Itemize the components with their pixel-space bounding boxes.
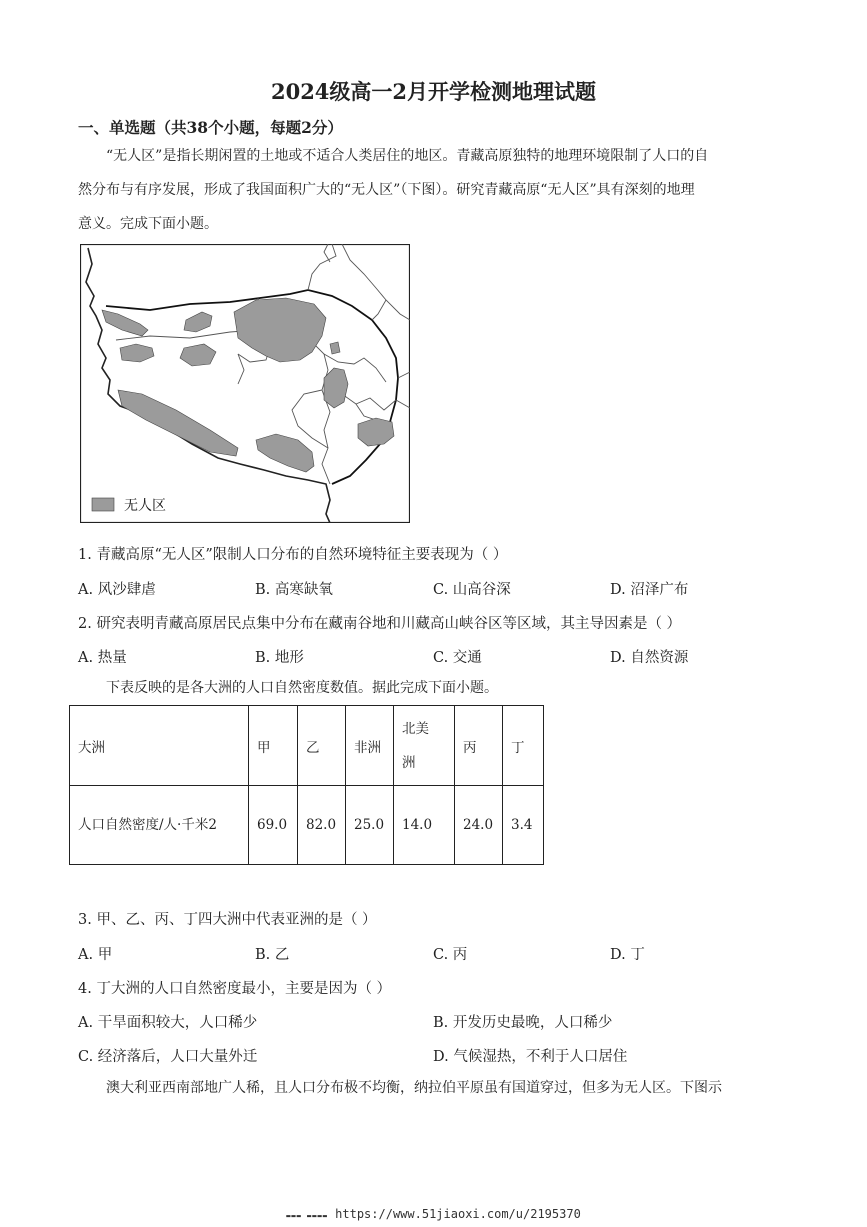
- q3-option-a[interactable]: A. 甲: [78, 947, 113, 963]
- table-col-header: 非洲: [346, 706, 394, 786]
- table-col-header: 北美洲: [394, 706, 455, 786]
- table-col-header: 丁: [503, 706, 544, 786]
- q4-option-d[interactable]: D. 气候湿热，不利于人口居住: [433, 1049, 628, 1065]
- q1-option-c[interactable]: C. 山高谷深: [433, 582, 511, 598]
- passage-1-line: “无人区”是指长期闲置的土地或不适合人类居住的地区。青藏高原独特的地理环境限制了人口的自: [106, 148, 709, 164]
- legend-label: 无人区: [124, 497, 166, 513]
- question-4: 4. 丁大洲的人口自然密度最小，主要是因为（ ）: [78, 981, 392, 997]
- table-row: [70, 786, 544, 865]
- table-col-header: 甲: [249, 706, 298, 786]
- page-title: 2024级高一2月开学检测地理试题: [270, 79, 597, 104]
- q2-option-a[interactable]: A. 热量: [78, 650, 127, 666]
- table-cell: 14.0: [394, 786, 455, 865]
- footer-watermark: [0, 1207, 867, 1221]
- table-col-header: 丙: [455, 706, 503, 786]
- q1-option-d[interactable]: D. 沼泽广布: [610, 582, 689, 598]
- table-row-label: 人口自然密度/人·千米2: [70, 786, 249, 865]
- q2-option-b[interactable]: B. 地形: [255, 650, 304, 666]
- q3-option-b[interactable]: B. 乙: [255, 947, 290, 963]
- table-header-row: [70, 706, 544, 786]
- q1-option-b[interactable]: B. 高寒缺氧: [255, 582, 333, 598]
- question-3: 3. 甲、乙、丙、丁四大洲中代表亚洲的是（ ）: [78, 912, 377, 928]
- q4-option-c[interactable]: C. 经济落后，人口大量外迁: [78, 1049, 258, 1065]
- q4-option-b[interactable]: B. 开发历史最晚，人口稀少: [433, 1015, 613, 1031]
- q4-option-a[interactable]: A. 干旱面积较大，人口稀少: [78, 1015, 258, 1031]
- zone-east-dot: [330, 342, 340, 354]
- q3-option-c[interactable]: C. 丙: [433, 947, 468, 963]
- passage-1-line: 然分布与有序发展，形成了我国面积广大的“无人区”（下图）。研究青藏高原“无人区”具有深刻的地理: [78, 182, 695, 198]
- footer-prefix: ▬▬▬ ▬▬▬▬: [286, 1212, 328, 1220]
- q2-option-d[interactable]: D. 自然资源: [610, 650, 689, 666]
- section-heading: 一、单选题（共38个小题，每题2分）: [78, 118, 343, 137]
- table-cell: 24.0: [455, 786, 503, 865]
- density-table: [69, 705, 544, 865]
- table-col-header: 乙: [298, 706, 346, 786]
- table-header-label: 大洲: [70, 706, 249, 786]
- passage-3: 澳大利亚西南部地广人稀，且人口分布极不均衡，纳拉伯平原虽有国道穿过，但多为无人区。下图示: [106, 1080, 722, 1096]
- table-cell: 25.0: [346, 786, 394, 865]
- q3-option-d[interactable]: D. 丁: [610, 947, 645, 963]
- q1-option-a[interactable]: A. 风沙肆虐: [78, 582, 156, 598]
- table-cell: 3.4: [503, 786, 544, 865]
- question-1: 1. 青藏高原“无人区”限制人口分布的自然环境特征主要表现为（ ）: [78, 547, 508, 563]
- q2-option-c[interactable]: C. 交通: [433, 650, 482, 666]
- table-cell: 82.0: [298, 786, 346, 865]
- footer-url[interactable]: https://www.51jiaoxi.com/u/2195370: [335, 1207, 581, 1221]
- map-frame: [81, 245, 410, 523]
- tibet-map-figure: [80, 244, 410, 523]
- passage-1: [78, 139, 790, 241]
- passage-2: 下表反映的是各大洲的人口自然密度数值。据此完成下面小题。: [106, 680, 498, 696]
- tibet-map-svg: [80, 244, 410, 523]
- legend-swatch: [92, 498, 114, 511]
- question-2: 2. 研究表明青藏高原居民点集中分布在藏南谷地和川藏高山峡谷区等区域，其主导因素是（ ）: [78, 616, 682, 632]
- table-cell: 69.0: [249, 786, 298, 865]
- passage-1-line: 意义。完成下面小题。: [78, 216, 218, 232]
